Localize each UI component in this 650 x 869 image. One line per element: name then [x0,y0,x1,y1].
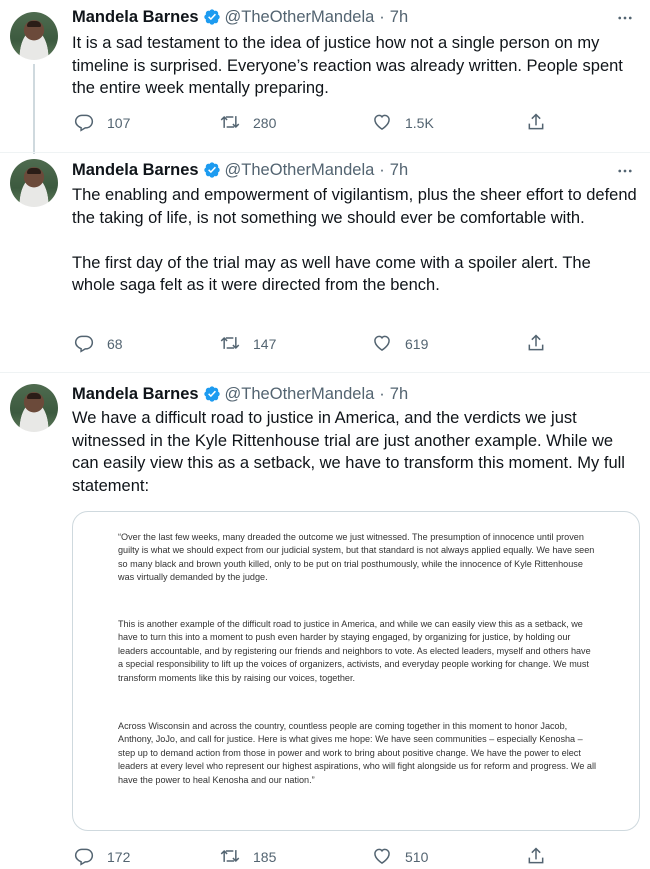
tweet-3[interactable] [0,374,650,869]
statement-paragraph-1: “Over the last few weeks, many dreaded the outcome we just witnessed. The presumption of innocence until proven guilty is what we should expect from our judicial system, but that standard is not always applied equally. We have seen so many black and brown youth killed, only to be put on trial posthumously, while the innocence of Kyle Rittenhouse was virtually demanded by the judge. [118,532,595,583]
tweet-header [72,6,408,28]
like-button[interactable] [372,845,428,869]
author-name[interactable]: Mandela Barnes [72,384,199,403]
share-icon [526,333,546,356]
avatar[interactable] [10,159,58,207]
tweet-text: It is a sad testament to the idea of justice how not a single person on my timeline is surprised. Everyone’s reaction was already written. People spent the entire week mentally preparing. [72,34,628,97]
like-icon [372,846,392,869]
share-button[interactable] [526,845,546,869]
like-icon [372,333,392,356]
retweet-icon [220,112,240,135]
reply-count: 107 [107,115,131,131]
reply-button[interactable] [74,332,123,356]
separator-dot: · [379,7,385,26]
tweet-actions [72,111,552,135]
reply-count: 172 [107,849,131,865]
tweet-text: We have a difficult road to justice in America, and the verdicts we just witnessed in the Kyle Rittenhouse trial are just another example. While we can easily view this as a setback, we have to transform this moment. My full statement: [72,409,630,495]
tweet-header [72,383,408,405]
share-button[interactable] [526,111,546,135]
timestamp[interactable]: 7h [389,160,409,179]
reply-button[interactable] [74,845,130,869]
tweet-actions [72,332,552,356]
verified-badge-icon [203,385,221,403]
avatar[interactable] [10,12,58,60]
more-options-icon[interactable] [614,161,636,181]
retweet-button[interactable] [220,845,276,869]
separator-dot: · [379,160,385,179]
statement-paragraph-2: This is another example of the difficult road to justice in America, and while we can easily view this as a setback, we have to turn this into a moment to push even harder by staying engaged, by organizing for justice, by holding our leaders accountable, and by registering our friends and neighbors to vote. As elected leaders, myself and others have a special responsibility to lift up the voices of organizers, activists, and everyday people working for change. We must transform moments like this by raising our voices, together. [118,619,591,683]
share-icon [526,112,546,135]
tweet-actions [72,845,552,869]
separator-dot: · [379,384,385,403]
reply-button[interactable] [74,111,130,135]
avatar[interactable] [10,384,58,432]
like-button[interactable] [372,332,428,356]
reply-count: 68 [107,336,123,352]
verified-badge-icon [203,8,221,26]
share-button[interactable] [526,332,546,356]
like-icon [372,112,392,135]
author-name[interactable]: Mandela Barnes [72,160,199,179]
retweet-button[interactable] [220,111,276,135]
verified-badge-icon [203,161,221,179]
retweet-count: 185 [253,849,277,865]
tweet-divider [0,372,650,373]
retweet-button[interactable] [220,332,276,356]
tweet-text: The enabling and empowerment of vigilantism, plus the sheer effort to defend the taking of life, is not something we should ever be comfortable with. The first day of the trial may as well have come with a spoiler alert. The whole saga felt as it were directed from the bench. [72,186,637,294]
statement-image[interactable] [72,511,640,831]
reply-icon [74,112,94,135]
timestamp[interactable]: 7h [389,384,409,403]
retweet-count: 280 [253,115,277,131]
timestamp[interactable]: 7h [389,7,409,26]
thread-line [33,64,35,154]
statement-paragraph-3: Across Wisconsin and across the country, countless people are coming together in this moment to honor Jacob, Anthony, JoJo, and call for justice. Here is what gives me hope: We have seen communities – especially Kenosha – step up to demand action from those in power and work to bring about positive change. We have the power to elect leaders at every level who represent our highest aspirations, who will fight alongside us for reform and progress. We all have the power to heal Kenosha and our nation.” [118,721,596,785]
author-handle[interactable]: @TheOtherMandela [224,160,375,179]
tweet-header [72,159,408,181]
retweet-icon [220,846,240,869]
author-name[interactable]: Mandela Barnes [72,7,199,26]
tweet-2[interactable] [0,153,650,371]
share-icon [526,846,546,869]
like-count: 1.5K [405,115,434,131]
author-handle[interactable]: @TheOtherMandela [224,7,375,26]
author-handle[interactable]: @TheOtherMandela [224,384,375,403]
reply-icon [74,846,94,869]
like-count: 619 [405,336,429,352]
retweet-icon [220,333,240,356]
reply-icon [74,333,94,356]
tweet-1[interactable] [0,0,650,150]
more-options-icon[interactable] [614,8,636,28]
retweet-count: 147 [253,336,277,352]
like-button[interactable] [372,111,434,135]
like-count: 510 [405,849,429,865]
